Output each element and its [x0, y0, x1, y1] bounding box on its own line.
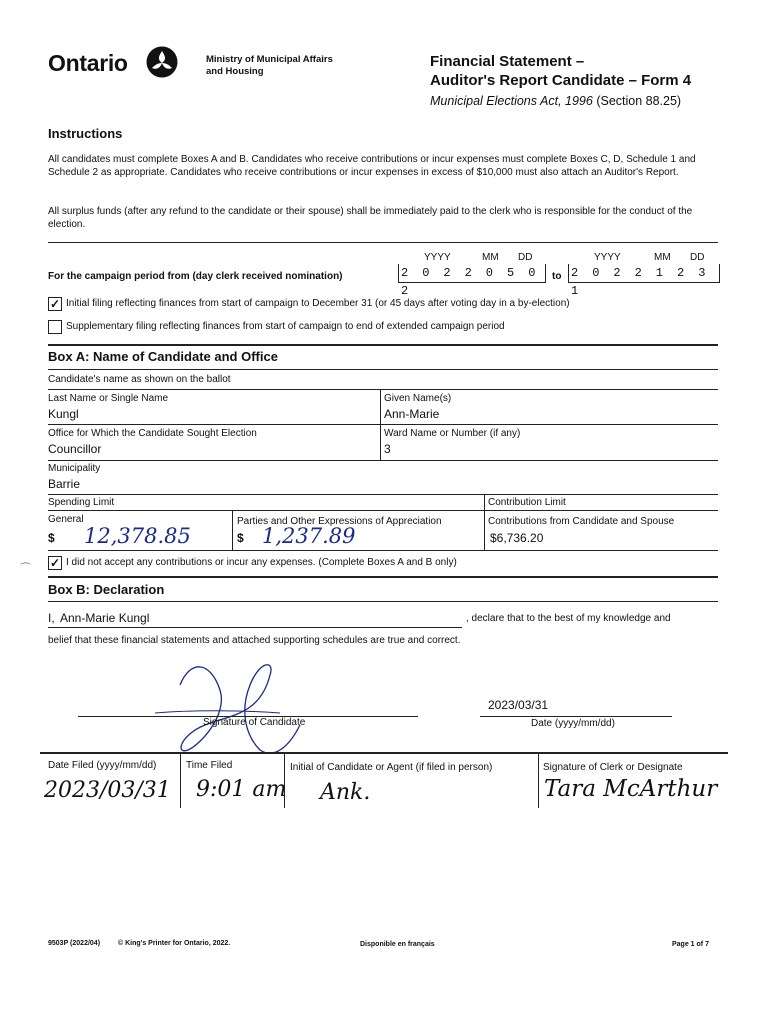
office-field[interactable]: Councillor: [48, 442, 102, 456]
divider: [48, 369, 718, 370]
divider: [48, 424, 718, 425]
parties-label: Parties and Other Expressions of Appreciation: [237, 516, 442, 527]
divider: [538, 752, 539, 808]
ward-field[interactable]: 3: [384, 442, 391, 456]
divider: [48, 389, 718, 390]
declaration-date-field[interactable]: 2023/03/31: [488, 698, 549, 712]
divider: [48, 242, 718, 243]
general-spending-field[interactable]: 12,378.85: [84, 524, 191, 548]
trillium-logo-icon: [146, 46, 178, 83]
general-dollar-sign: $: [48, 531, 55, 545]
i-prefix: I,: [48, 611, 55, 625]
ontario-logo-word: Ontario: [48, 50, 128, 76]
date-line: [480, 716, 672, 717]
belief-text: belief that these financial statements and attached supporting schedules are true and correct.: [48, 635, 461, 646]
divider: [380, 389, 381, 461]
contribution-limit-field[interactable]: $6,736.20: [490, 531, 544, 545]
clerk-signature-label: Signature of Clerk or Designate: [543, 762, 683, 773]
form-title: [430, 52, 691, 90]
supplementary-filing-checkbox[interactable]: [48, 320, 62, 334]
signature-label: Signature of Candidate: [203, 717, 306, 728]
box-b-bar: [48, 576, 718, 578]
declarant-underline: [48, 627, 462, 628]
ministry-line-2: and Housing: [206, 66, 264, 77]
contribution-sub-label: Contributions from Candidate and Spouse: [488, 516, 675, 527]
act-section: (Section 88.25): [596, 94, 682, 108]
instructions-heading: Instructions: [48, 126, 123, 141]
initial-filing-label: Initial filing reflecting finances from start of campaign to December 31 (or 45 days after voting day in a by-election): [66, 298, 570, 309]
parties-spending-field[interactable]: 1,237.89: [262, 524, 356, 548]
initial-field[interactable]: Ank.: [320, 780, 371, 805]
margin-tick-icon: ⌒: [20, 563, 31, 575]
given-name-field[interactable]: Ann-Marie: [384, 407, 440, 421]
period-to-date[interactable]: 2 0 2 2 1 2 3 1: [568, 264, 720, 283]
copyright: © King's Printer for Ontario, 2022.: [118, 940, 231, 947]
ministry-line-1: Ministry of Municipal Affairs: [206, 54, 333, 65]
from-yyyy-hdr: YYYY: [424, 252, 451, 263]
time-filed-label: Time Filed: [186, 760, 233, 771]
from-mm-hdr: MM: [482, 252, 499, 263]
divider: [484, 494, 485, 550]
box-b-heading: Box B: Declaration: [48, 582, 165, 597]
from-dd-hdr: DD: [518, 252, 533, 263]
act-name: Municipal Elections Act, 1996: [430, 94, 593, 108]
declarant-name-field[interactable]: Ann-Marie Kungl: [60, 611, 150, 625]
spending-limit-label: Spending Limit: [48, 497, 115, 508]
divider: [48, 510, 484, 511]
no-contributions-checkbox[interactable]: [48, 556, 62, 570]
declaration-date-label: Date (yyyy/mm/dd): [531, 718, 615, 729]
to-yyyy-hdr: YYYY: [594, 252, 621, 263]
general-label: General: [48, 514, 84, 525]
time-filed-field[interactable]: 9:01 am: [196, 777, 287, 802]
divider: [48, 550, 718, 551]
declare-text: , declare that to the best of my knowledge and: [466, 613, 671, 624]
last-name-label: Last Name or Single Name: [48, 393, 169, 404]
form-title-line-1: Financial Statement –: [430, 53, 585, 70]
divider: [48, 494, 718, 495]
divider: [232, 510, 233, 550]
checkmark-icon: ✓: [49, 556, 61, 570]
parties-dollar-sign: $: [237, 531, 244, 545]
date-filed-field[interactable]: 2023/03/31: [44, 778, 171, 803]
checkmark-icon: ✓: [49, 297, 61, 311]
municipality-label: Municipality: [48, 463, 101, 474]
divider: [484, 510, 718, 511]
clerk-signature-field[interactable]: Tara McArthur: [544, 776, 718, 802]
contribution-limit-label: Contribution Limit: [488, 497, 566, 508]
to-mm-hdr: MM: [654, 252, 671, 263]
no-contributions-label: I did not accept any contributions or incur any expenses. (Complete Boxes A and B only): [66, 557, 457, 568]
office-label: Office for Which the Candidate Sought Election: [48, 428, 257, 439]
to-dd-hdr: DD: [690, 252, 705, 263]
ward-label: Ward Name or Number (if any): [384, 428, 521, 439]
instructions-para-1: All candidates must complete Boxes A and B. Candidates who receive contributions or incur expenses must complete Boxes C, D, Schedule 1 and Schedule 2 as appropriate. Candidates who receive contributions or incur expenses in excess of $10,000 must also attach an Auditor's Report.: [48, 154, 696, 178]
box-a-heading: Box A: Name of Candidate and Office: [48, 349, 278, 364]
divider: [180, 752, 181, 808]
initial-filing-checkbox[interactable]: [48, 297, 62, 311]
divider: [48, 460, 718, 461]
form-code: 9503P (2022/04): [48, 940, 101, 947]
to-label: to: [552, 271, 562, 282]
form-title-line-2: Auditor's Report Candidate – Form 4: [430, 72, 692, 89]
instructions-para-2: All surplus funds (after any refund to the candidate or their spouse) shall be immediately paid to the clerk who is responsible for the conduct of the election.: [48, 206, 693, 230]
divider: [40, 752, 728, 754]
municipality-field[interactable]: Barrie: [48, 477, 81, 491]
ballot-name-label: Candidate's name as shown on the ballot: [48, 374, 231, 385]
date-filed-label: Date Filed (yyyy/mm/dd): [48, 760, 157, 771]
given-name-label: Given Name(s): [384, 393, 452, 404]
supplementary-filing-label: Supplementary filing reflecting finances from start of campaign to end of extended campaign period: [66, 321, 505, 332]
last-name-field[interactable]: Kungl: [48, 407, 79, 421]
ministry-name: [206, 54, 333, 78]
page-number: Page 1 of 7: [672, 941, 709, 948]
act-reference: [430, 94, 681, 108]
campaign-period-label: For the campaign period from (day clerk received nomination): [48, 271, 343, 282]
period-from-date[interactable]: 2 0 2 2 0 5 0 2: [398, 264, 546, 283]
box-a-bar: [48, 344, 718, 346]
initial-label: Initial of Candidate or Agent (if filed in person): [290, 762, 493, 773]
divider: [48, 601, 718, 602]
french-availability: Disponible en français: [360, 941, 435, 948]
